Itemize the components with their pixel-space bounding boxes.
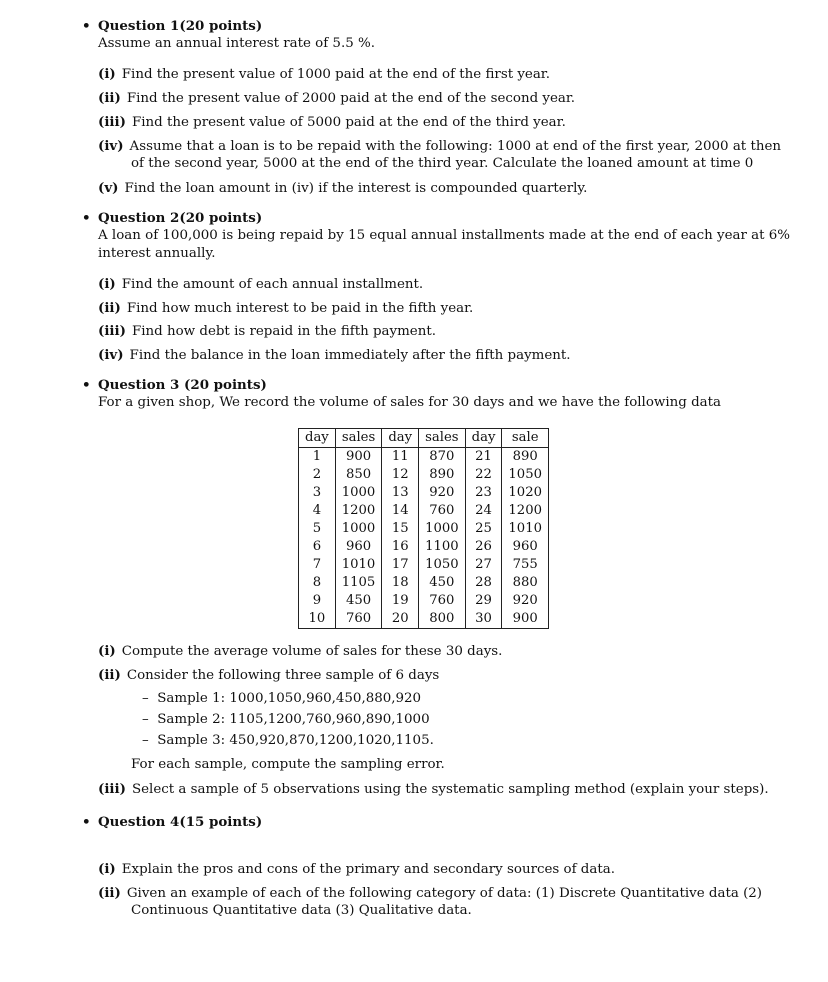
table-cell: 960 — [335, 538, 382, 556]
table-cell: 1200 — [335, 502, 382, 520]
table-cell: 890 — [419, 466, 466, 484]
question-4-title: Question 4(15 points) — [98, 814, 263, 830]
table-cell: 9 — [299, 592, 336, 610]
question-3 — [82, 376, 782, 394]
question-1-title: Question 1(20 points) — [98, 18, 263, 34]
table-cell: 5 — [299, 520, 336, 538]
table-cell: 870 — [419, 448, 466, 467]
table-row — [299, 592, 549, 610]
sales-table-body — [299, 448, 549, 629]
table-cell: 755 — [502, 556, 549, 574]
table-cell: 13 — [382, 484, 419, 502]
table-cell: 25 — [465, 520, 502, 538]
sample-1: – Sample 1: 1000,1050,960,450,880,920 — [142, 691, 422, 706]
table-cell: 19 — [382, 592, 419, 610]
question-1 — [82, 17, 782, 51]
q4-item-ii: (ii) Given an example of each of the following category of data: (1) Discrete Quantitative data (2) — [98, 885, 763, 901]
table-header: day — [382, 429, 419, 448]
table-row — [299, 484, 549, 502]
table-cell: 28 — [465, 574, 502, 592]
table-cell: 1050 — [502, 466, 549, 484]
table-cell: 17 — [382, 556, 419, 574]
q3-item-iii: (iii) Select a sample of 5 observations using the systematic sampling method (explain your steps). — [98, 781, 769, 797]
q4-item-i: (i) Explain the pros and cons of the primary and secondary sources of data. — [98, 861, 615, 877]
table-cell: 4 — [299, 502, 336, 520]
table-cell: 1000 — [419, 520, 466, 538]
q3-item-ii: (ii) Consider the following three sample of 6 days — [98, 667, 440, 683]
table-cell: 920 — [419, 484, 466, 502]
sample-note: For each sample, compute the sampling error. — [131, 757, 445, 772]
bullet-icon: • — [82, 377, 91, 393]
question-2-title: Question 2(20 points) — [98, 210, 263, 226]
table-cell: 24 — [465, 502, 502, 520]
table-cell: 900 — [335, 448, 382, 467]
table-cell: 890 — [502, 448, 549, 467]
table-cell: 880 — [502, 574, 549, 592]
table-cell: 22 — [465, 466, 502, 484]
table-cell: 12 — [382, 466, 419, 484]
q1-item-iii: (iii) Find the present value of 5000 paid at the end of the third year. — [98, 114, 566, 130]
table-row — [299, 610, 549, 629]
table-cell: 14 — [382, 502, 419, 520]
q2-item-i: (i) Find the amount of each annual installment. — [98, 276, 424, 292]
q1-item-v: (v) Find the loan amount in (iv) if the interest is compounded quarterly. — [98, 180, 588, 196]
bullet-icon: • — [82, 814, 91, 830]
table-cell: 8 — [299, 574, 336, 592]
table-cell: 1200 — [502, 502, 549, 520]
table-cell: 7 — [299, 556, 336, 574]
table-cell: 3 — [299, 484, 336, 502]
bullet-icon: • — [82, 18, 91, 34]
question-4 — [82, 813, 782, 831]
table-row — [299, 574, 549, 592]
table-cell: 1100 — [419, 538, 466, 556]
table-cell: 760 — [335, 610, 382, 629]
table-header: sale — [502, 429, 549, 448]
table-cell: 1000 — [335, 520, 382, 538]
table-cell: 450 — [419, 574, 466, 592]
table-cell: 30 — [465, 610, 502, 629]
q1-item-ii: (ii) Find the present value of 2000 paid at the end of the second year. — [98, 90, 576, 106]
question-1-intro: Assume an annual interest rate of 5.5 %. — [98, 36, 375, 51]
table-cell: 26 — [465, 538, 502, 556]
q1-item-iv-cont: of the second year, 5000 at the end of the third year. Calculate the loaned amount at time 0 — [131, 156, 754, 171]
table-cell: 920 — [502, 592, 549, 610]
table-cell: 6 — [299, 538, 336, 556]
table-cell: 29 — [465, 592, 502, 610]
table-cell: 760 — [419, 502, 466, 520]
table-header-row — [299, 429, 549, 448]
question-2-intro-line2: interest annually. — [98, 246, 216, 261]
table-row — [299, 448, 549, 467]
table-cell: 1010 — [502, 520, 549, 538]
table-cell: 1010 — [335, 556, 382, 574]
question-3-title: Question 3 (20 points) — [98, 377, 267, 393]
q3-item-i: (i) Compute the average volume of sales for these 30 days. — [98, 643, 503, 659]
table-cell: 850 — [335, 466, 382, 484]
table-row — [299, 556, 549, 574]
q2-item-iii: (iii) Find how debt is repaid in the fifth payment. — [98, 323, 436, 339]
bullet-icon: • — [82, 210, 91, 226]
table-cell: 1000 — [335, 484, 382, 502]
table-cell: 10 — [299, 610, 336, 629]
question-2 — [82, 209, 782, 227]
question-3-intro: For a given shop, We record the volume of sales for 30 days and we have the following data — [98, 395, 722, 410]
table-row — [299, 466, 549, 484]
table-cell: 18 — [382, 574, 419, 592]
table-cell: 1020 — [502, 484, 549, 502]
table-header: sales — [419, 429, 466, 448]
sales-table — [298, 428, 549, 629]
sample-3: – Sample 3: 450,920,870,1200,1020,1105. — [142, 733, 434, 748]
table-cell: 1105 — [335, 574, 382, 592]
table-row — [299, 502, 549, 520]
table-cell: 800 — [419, 610, 466, 629]
table-cell: 1 — [299, 448, 336, 467]
table-row — [299, 538, 549, 556]
table-cell: 21 — [465, 448, 502, 467]
q2-item-ii: (ii) Find how much interest to be paid in the fifth year. — [98, 300, 474, 316]
question-2-intro-line1: A loan of 100,000 is being repaid by 15 equal annual installments made at the end of each year at 6% — [98, 228, 791, 243]
table-cell: 11 — [382, 448, 419, 467]
sample-2: – Sample 2: 1105,1200,760,960,890,1000 — [142, 712, 430, 727]
table-cell: 760 — [419, 592, 466, 610]
table-cell: 23 — [465, 484, 502, 502]
table-header: sales — [335, 429, 382, 448]
table-cell: 20 — [382, 610, 419, 629]
table-cell: 1050 — [419, 556, 466, 574]
table-header: day — [299, 429, 336, 448]
q2-item-iv: (iv) Find the balance in the loan immediately after the fifth payment. — [98, 347, 571, 363]
table-cell: 16 — [382, 538, 419, 556]
q4-item-ii-cont: Continuous Quantitative data (3) Qualitative data. — [131, 903, 472, 918]
table-cell: 900 — [502, 610, 549, 629]
table-cell: 27 — [465, 556, 502, 574]
q1-item-i: (i) Find the present value of 1000 paid at the end of the first year. — [98, 66, 550, 82]
table-cell: 15 — [382, 520, 419, 538]
table-header: day — [465, 429, 502, 448]
table-cell: 450 — [335, 592, 382, 610]
table-cell: 2 — [299, 466, 336, 484]
table-row — [299, 520, 549, 538]
q1-item-iv: (iv) Assume that a loan is to be repaid with the following: 1000 at end of the first year, 2000 at then — [98, 138, 781, 154]
table-cell: 960 — [502, 538, 549, 556]
